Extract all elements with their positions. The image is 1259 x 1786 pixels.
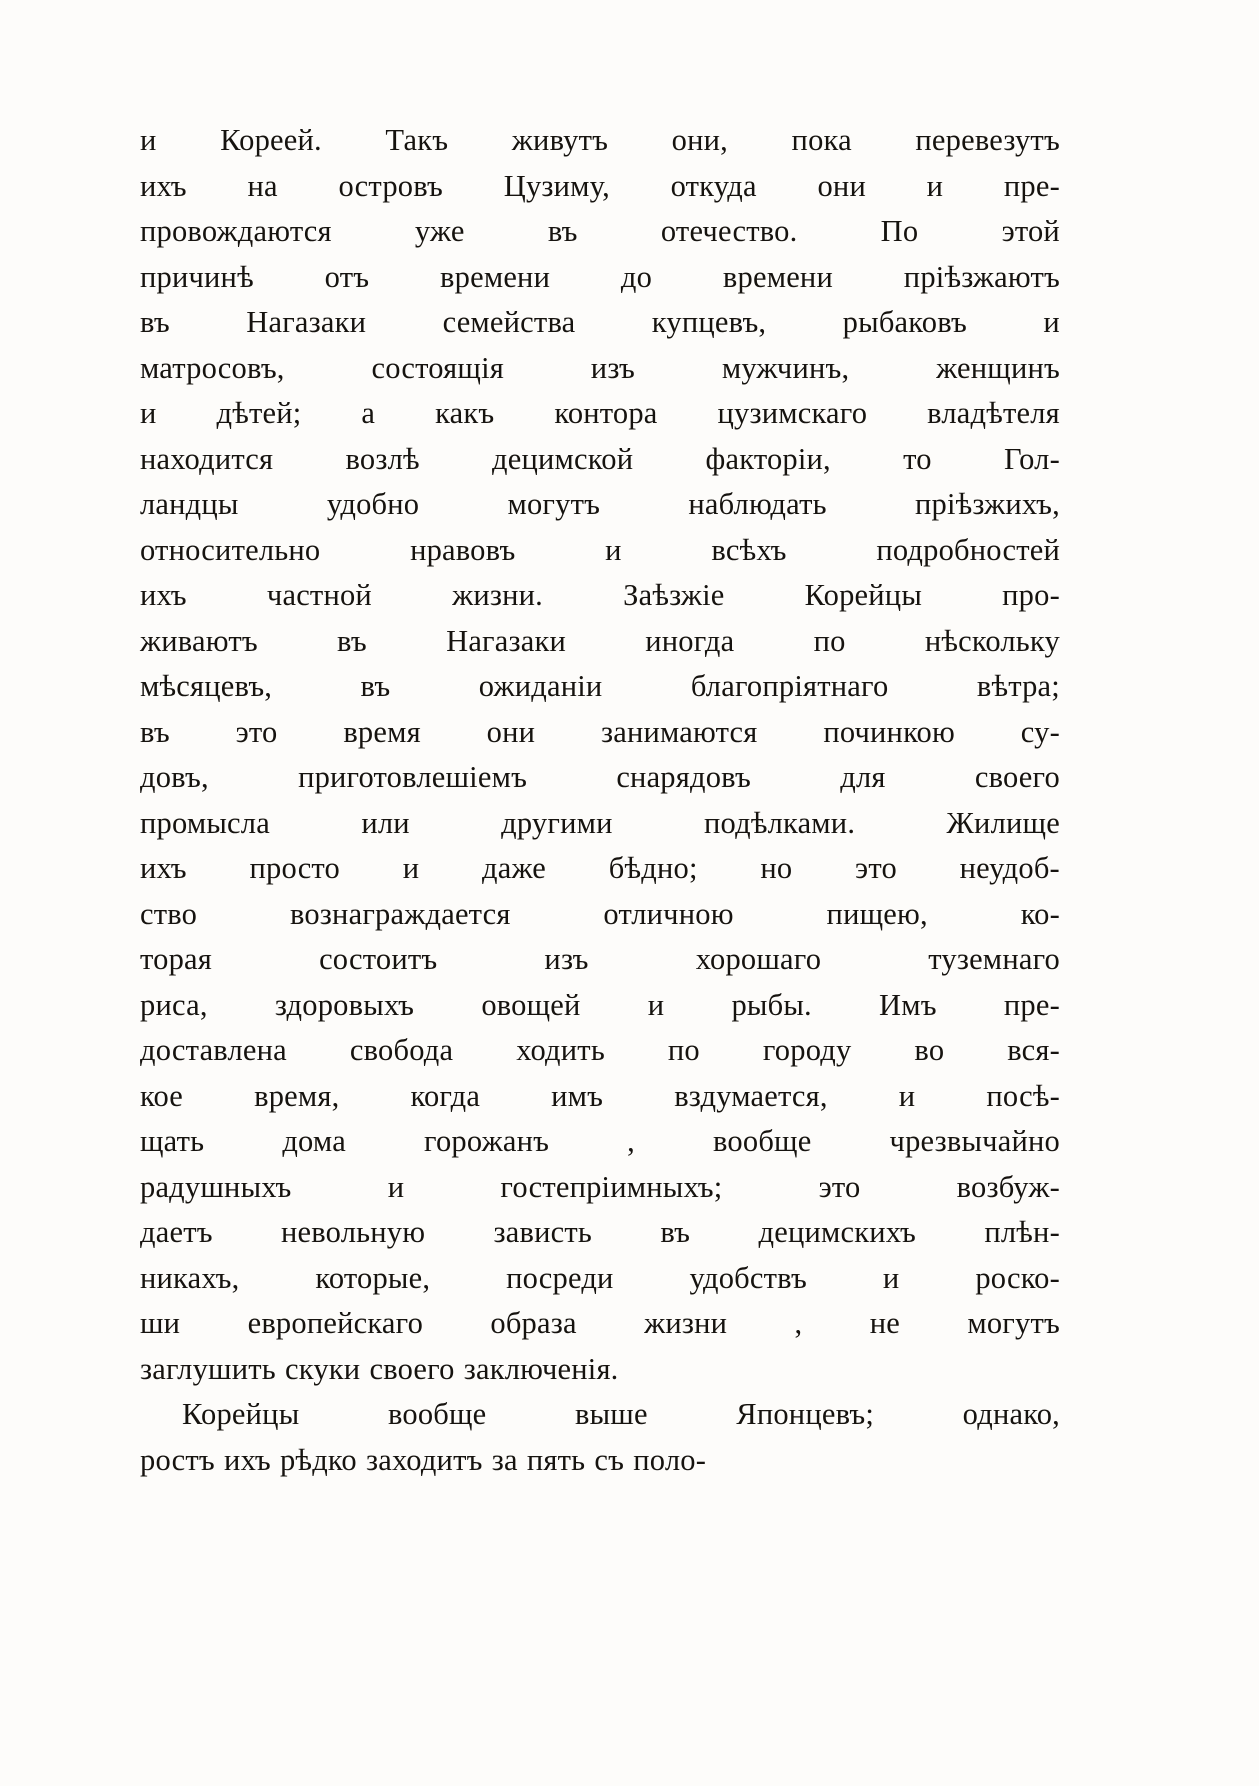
text-word: посѣ- xyxy=(986,1078,1060,1113)
text-word: удобно xyxy=(326,487,420,521)
text-word: въ xyxy=(140,714,170,749)
text-word: дома xyxy=(282,1124,346,1158)
text-word: ихъ xyxy=(224,1442,271,1477)
text-word: это xyxy=(818,1169,861,1204)
text-word: въ xyxy=(140,305,170,339)
text-word: цузимскаго xyxy=(717,396,868,430)
text-word: снарядовъ xyxy=(616,760,751,794)
text-word: пре- xyxy=(1003,168,1060,203)
text-word: удобствъ xyxy=(689,1260,807,1295)
text-line xyxy=(140,1074,1060,1120)
text-word: это xyxy=(235,714,278,749)
text-line xyxy=(140,1165,1060,1211)
text-word: вся- xyxy=(1007,1033,1060,1067)
text-word: хорошаго xyxy=(695,942,822,976)
text-word: выше xyxy=(575,1397,648,1431)
text-line xyxy=(140,482,1060,528)
text-word: имъ xyxy=(551,1078,604,1113)
text-word: занимаются xyxy=(600,714,758,749)
text-word: Такъ xyxy=(385,123,449,157)
text-line xyxy=(140,1438,1060,1484)
text-word: довъ, xyxy=(140,760,209,794)
text-word: децимской xyxy=(492,441,634,476)
text-word: они xyxy=(486,714,536,749)
text-word: пищею, xyxy=(826,896,928,931)
text-word: факторіи, xyxy=(705,441,831,476)
text-word: это xyxy=(855,851,897,885)
text-word: вознаграждается xyxy=(289,896,511,931)
text-word: и xyxy=(387,1169,405,1204)
text-word: во xyxy=(914,1033,945,1067)
text-word: контора xyxy=(554,396,658,430)
text-word: ши xyxy=(140,1306,181,1340)
text-line xyxy=(140,118,1060,164)
text-word: подѣлками. xyxy=(704,805,856,840)
text-word: по xyxy=(813,623,846,658)
text-line xyxy=(140,619,1060,665)
text-word: ихъ xyxy=(140,578,187,612)
text-word: благопріятнаго xyxy=(690,669,889,703)
text-word: купцевъ, xyxy=(651,305,767,339)
text-word: бѣдно; xyxy=(608,851,698,885)
text-word: для xyxy=(840,760,886,794)
text-word: заглушить xyxy=(140,1351,276,1386)
text-line xyxy=(140,846,1060,892)
text-word: отличною xyxy=(603,896,734,931)
text-word: , xyxy=(627,1124,635,1158)
text-word: изъ xyxy=(590,350,636,385)
text-word: не xyxy=(869,1306,900,1340)
text-word: они xyxy=(817,168,866,203)
text-word: и xyxy=(647,987,665,1022)
text-word: живаютъ xyxy=(140,623,258,658)
text-word: даетъ xyxy=(140,1215,213,1249)
text-word: децимскихъ xyxy=(758,1215,917,1249)
text-word: въ xyxy=(660,1215,691,1249)
text-word: пять xyxy=(526,1442,586,1477)
text-word: частной xyxy=(266,578,372,612)
text-word: то xyxy=(903,441,932,476)
text-word: городу xyxy=(762,1033,852,1067)
text-word: какъ xyxy=(435,396,495,430)
text-word: дѣтей; xyxy=(216,396,302,430)
text-word: свобода xyxy=(349,1033,454,1067)
text-word: женщинъ xyxy=(936,350,1060,385)
text-word: и xyxy=(402,851,420,885)
text-word: они, xyxy=(671,123,728,157)
text-word: скуки xyxy=(285,1351,361,1386)
text-word: когда xyxy=(410,1078,481,1113)
text-word: пока xyxy=(791,123,852,157)
text-word: ихъ xyxy=(140,168,187,203)
text-word: или xyxy=(361,805,410,840)
text-word: Заѣзжіе xyxy=(623,578,725,612)
text-word: нравовъ xyxy=(410,532,516,567)
text-word: плѣн- xyxy=(984,1215,1060,1249)
text-word: Жилище xyxy=(946,805,1060,840)
text-word: роско- xyxy=(975,1260,1060,1295)
text-word: съ xyxy=(594,1442,625,1477)
text-word: вообще xyxy=(713,1124,812,1158)
text-word: ходить xyxy=(516,1033,605,1067)
text-line xyxy=(140,937,1060,983)
text-word: отечество. xyxy=(660,214,798,248)
text-word: ство xyxy=(140,896,198,931)
text-word: радушныхъ xyxy=(140,1169,292,1204)
text-word: матросовъ, xyxy=(140,350,285,385)
text-word: могутъ xyxy=(507,487,601,521)
text-word: состоящія xyxy=(371,350,504,385)
text-word: нѣскольку xyxy=(924,623,1060,658)
text-word: состоитъ xyxy=(319,942,438,976)
text-word: щать xyxy=(140,1124,205,1158)
text-line xyxy=(140,346,1060,392)
text-word: прiѣзжихъ, xyxy=(914,487,1060,521)
text-word: невольную xyxy=(281,1215,426,1249)
text-word: кое xyxy=(140,1078,184,1113)
text-word: рѣдко xyxy=(279,1442,357,1477)
text-word: находится xyxy=(140,441,274,476)
text-word: зависть xyxy=(493,1215,593,1249)
text-word: причинѣ xyxy=(140,259,254,294)
text-word: ожиданіи xyxy=(478,669,603,703)
text-word: вздумается, xyxy=(674,1078,828,1113)
text-word: ихъ xyxy=(140,851,187,885)
text-word: живутъ xyxy=(511,123,609,157)
text-word: рыбаковъ xyxy=(842,305,968,339)
text-line xyxy=(140,1256,1060,1302)
text-word: изъ xyxy=(544,942,589,976)
text-word: въ xyxy=(547,214,578,248)
text-word: чрезвычайно xyxy=(889,1124,1060,1158)
text-word: Нагазаки xyxy=(246,305,367,339)
text-word: торая xyxy=(140,942,212,976)
text-word: подробностей xyxy=(876,532,1060,567)
text-word: никахъ, xyxy=(140,1260,240,1295)
text-line xyxy=(140,892,1060,938)
text-word: Цузиму, xyxy=(503,168,610,203)
text-word: островъ xyxy=(338,168,444,203)
text-word: туземнаго xyxy=(928,942,1060,976)
text-line xyxy=(140,664,1060,710)
text-word: наблюдать xyxy=(688,487,827,521)
text-line xyxy=(140,1119,1060,1165)
text-word: вѣтра; xyxy=(976,669,1060,703)
text-word: возлѣ xyxy=(345,441,420,476)
text-word: на xyxy=(247,168,278,203)
text-line xyxy=(140,255,1060,301)
text-word: этой xyxy=(1001,214,1060,248)
text-word: неудоб- xyxy=(959,851,1060,885)
text-word: ко- xyxy=(1020,896,1060,931)
text-word: , xyxy=(794,1306,803,1340)
text-word: и xyxy=(140,396,157,430)
text-word: приготовлешіемъ xyxy=(298,760,528,794)
text-word: время xyxy=(343,714,421,749)
text-word: ландцы xyxy=(140,487,239,521)
text-word: Имъ xyxy=(879,987,937,1022)
text-word: поло- xyxy=(633,1442,707,1477)
text-word: Кореей. xyxy=(220,123,322,157)
text-word: возбуж- xyxy=(956,1169,1060,1204)
text-word: су- xyxy=(1020,714,1060,749)
text-word: уже xyxy=(414,214,465,248)
text-word: гостепріимныхъ; xyxy=(500,1169,723,1204)
text-line xyxy=(140,801,1060,847)
body-text xyxy=(140,118,1060,1483)
text-word: жизни xyxy=(644,1306,728,1340)
text-word: въ xyxy=(360,669,391,703)
text-word: по xyxy=(667,1033,700,1067)
text-word: прiѣзжаютъ xyxy=(903,259,1060,294)
text-line xyxy=(140,1028,1060,1074)
text-word: просто xyxy=(249,851,341,885)
text-word: всѣхъ xyxy=(711,532,787,567)
text-line xyxy=(140,300,1060,346)
text-word: относительно xyxy=(140,532,321,567)
text-word: и xyxy=(1043,305,1060,339)
text-word: заходитъ xyxy=(365,1442,483,1477)
text-line xyxy=(140,983,1060,1029)
text-word: своего xyxy=(974,760,1060,794)
text-word: европейскаго xyxy=(247,1306,424,1340)
text-word: Гол- xyxy=(1003,441,1060,476)
text-line xyxy=(140,1210,1060,1256)
text-word: которые, xyxy=(315,1260,431,1295)
text-line xyxy=(140,437,1060,483)
text-word: посреди xyxy=(506,1260,614,1295)
text-word: заключенія. xyxy=(463,1351,619,1386)
text-word: провождаются xyxy=(140,214,332,248)
text-word: про- xyxy=(1002,578,1060,612)
text-word: но xyxy=(760,851,793,885)
text-line xyxy=(140,209,1060,255)
text-word: мѣсяцевъ, xyxy=(140,669,273,703)
text-word: отъ xyxy=(324,259,370,294)
text-word: овощей xyxy=(481,987,581,1022)
text-word: жизни. xyxy=(452,578,544,612)
text-word: и xyxy=(926,168,944,203)
text-word: до xyxy=(620,259,653,294)
text-word: горожанъ xyxy=(424,1124,550,1158)
text-word: починкою xyxy=(823,714,955,749)
text-word: и xyxy=(898,1078,916,1113)
text-word: вообще xyxy=(387,1397,487,1431)
text-word: пре- xyxy=(1003,987,1060,1022)
text-line xyxy=(140,528,1060,574)
text-word: времени xyxy=(722,259,833,294)
text-line xyxy=(140,710,1060,756)
text-word: ростъ xyxy=(140,1442,215,1477)
text-word: владѣтеля xyxy=(927,396,1060,430)
text-word: откуда xyxy=(670,168,757,203)
page-text-column xyxy=(140,118,1060,1483)
text-word: однако, xyxy=(962,1397,1060,1431)
text-line xyxy=(140,391,1060,437)
text-word: Японцевъ; xyxy=(736,1397,875,1431)
text-word: даже xyxy=(481,851,547,885)
text-word: иногда xyxy=(645,623,735,658)
text-line xyxy=(140,164,1060,210)
text-word: перевезутъ xyxy=(915,123,1060,157)
text-line xyxy=(140,755,1060,801)
text-word: и xyxy=(140,123,157,157)
text-word: время, xyxy=(254,1078,340,1113)
text-line xyxy=(140,1347,1060,1393)
text-word: другими xyxy=(501,805,613,840)
text-word: риса, xyxy=(140,987,208,1022)
text-line xyxy=(140,573,1060,619)
text-word: По xyxy=(880,214,919,248)
text-word: и xyxy=(882,1260,900,1295)
text-word: семейства xyxy=(442,305,576,339)
text-line xyxy=(140,1392,1060,1438)
text-word: а xyxy=(361,396,376,430)
text-word: промысла xyxy=(140,805,270,840)
text-word: Корейцы xyxy=(182,1397,300,1431)
text-word: времени xyxy=(440,259,551,294)
text-word: за xyxy=(491,1442,518,1477)
text-word: здоровыхъ xyxy=(274,987,415,1022)
text-word: доставлена xyxy=(140,1033,287,1067)
text-word: своего xyxy=(369,1351,455,1386)
text-word: въ xyxy=(337,623,367,658)
text-word: и xyxy=(605,532,622,567)
text-word: мужчинъ, xyxy=(721,350,850,385)
text-word: рыбы. xyxy=(731,987,812,1022)
text-word: образа xyxy=(490,1306,577,1340)
text-line xyxy=(140,1301,1060,1347)
text-word: могутъ xyxy=(967,1306,1060,1340)
text-word: Нагазаки xyxy=(446,623,567,658)
text-word: Корейцы xyxy=(804,578,923,612)
